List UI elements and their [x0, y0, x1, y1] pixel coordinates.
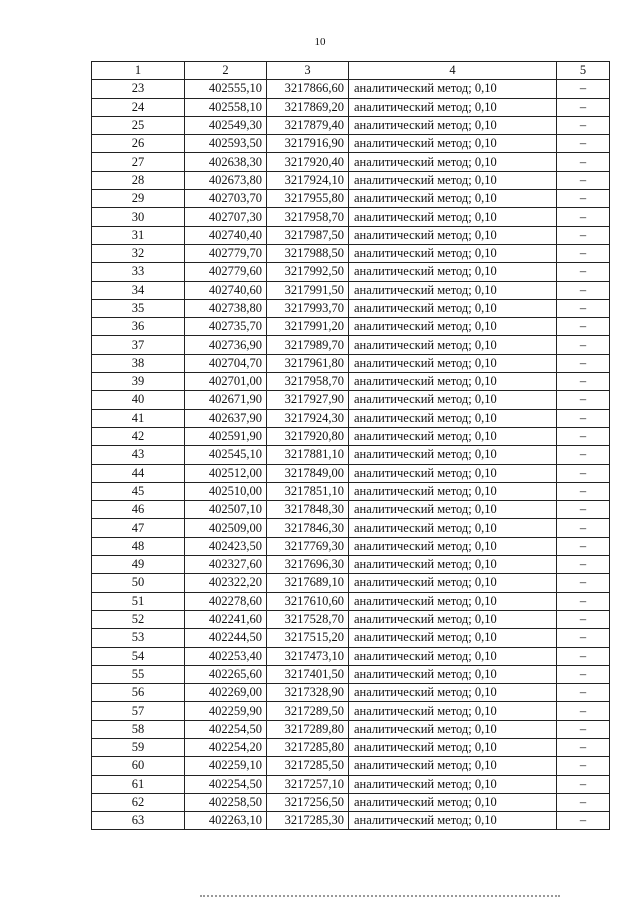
point-number-cell: 50 — [92, 574, 185, 592]
y-coordinate-cell: 3217285,50 — [267, 757, 349, 775]
x-coordinate-cell: 402269,00 — [185, 684, 267, 702]
y-coordinate-cell: 3217881,10 — [267, 446, 349, 464]
method-accuracy-cell: аналитический метод; 0,10 — [349, 299, 557, 317]
table-row — [92, 98, 610, 116]
point-number-cell: 48 — [92, 537, 185, 555]
method-accuracy-cell: аналитический метод; 0,10 — [349, 738, 557, 756]
y-coordinate-cell: 3217401,50 — [267, 665, 349, 683]
x-coordinate-cell: 402558,10 — [185, 98, 267, 116]
x-coordinate-cell: 402740,60 — [185, 281, 267, 299]
point-number-cell: 44 — [92, 464, 185, 482]
note-cell: – — [557, 537, 610, 555]
point-number-cell: 28 — [92, 171, 185, 189]
x-coordinate-cell: 402507,10 — [185, 501, 267, 519]
note-cell: – — [557, 446, 610, 464]
y-coordinate-cell: 3217328,90 — [267, 684, 349, 702]
x-coordinate-cell: 402265,60 — [185, 665, 267, 683]
method-accuracy-cell: аналитический метод; 0,10 — [349, 427, 557, 445]
y-coordinate-cell: 3217473,10 — [267, 647, 349, 665]
x-coordinate-cell: 402593,50 — [185, 135, 267, 153]
y-coordinate-cell: 3217992,50 — [267, 263, 349, 281]
table-row — [92, 647, 610, 665]
x-coordinate-cell: 402704,70 — [185, 354, 267, 372]
method-accuracy-cell: аналитический метод; 0,10 — [349, 647, 557, 665]
note-cell: – — [557, 116, 610, 134]
table-header-row — [92, 62, 610, 80]
y-coordinate-cell: 3217958,70 — [267, 373, 349, 391]
table-row — [92, 556, 610, 574]
point-number-cell: 41 — [92, 409, 185, 427]
table-row — [92, 574, 610, 592]
x-coordinate-cell: 402254,50 — [185, 775, 267, 793]
method-accuracy-cell: аналитический метод; 0,10 — [349, 556, 557, 574]
note-cell: – — [557, 665, 610, 683]
table-row — [92, 318, 610, 336]
point-number-cell: 51 — [92, 592, 185, 610]
y-coordinate-cell: 3217257,10 — [267, 775, 349, 793]
y-coordinate-cell: 3217515,20 — [267, 629, 349, 647]
x-coordinate-cell: 402549,30 — [185, 116, 267, 134]
table-row — [92, 171, 610, 189]
note-cell: – — [557, 263, 610, 281]
table-row — [92, 720, 610, 738]
x-coordinate-cell: 402555,10 — [185, 80, 267, 98]
table-row — [92, 208, 610, 226]
note-cell: – — [557, 629, 610, 647]
x-coordinate-cell: 402671,90 — [185, 391, 267, 409]
point-number-cell: 34 — [92, 281, 185, 299]
point-number-cell: 38 — [92, 354, 185, 372]
method-accuracy-cell: аналитический метод; 0,10 — [349, 793, 557, 811]
method-accuracy-cell: аналитический метод; 0,10 — [349, 446, 557, 464]
x-coordinate-cell: 402278,60 — [185, 592, 267, 610]
method-accuracy-cell: аналитический метод; 0,10 — [349, 98, 557, 116]
table-row — [92, 537, 610, 555]
x-coordinate-cell: 402545,10 — [185, 446, 267, 464]
method-accuracy-cell: аналитический метод; 0,10 — [349, 812, 557, 830]
x-coordinate-cell: 402738,80 — [185, 299, 267, 317]
method-accuracy-cell: аналитический метод; 0,10 — [349, 684, 557, 702]
y-coordinate-cell: 3217851,10 — [267, 482, 349, 500]
note-cell: – — [557, 135, 610, 153]
x-coordinate-cell: 402591,90 — [185, 427, 267, 445]
x-coordinate-cell: 402740,40 — [185, 226, 267, 244]
point-number-cell: 27 — [92, 153, 185, 171]
method-accuracy-cell: аналитический метод; 0,10 — [349, 391, 557, 409]
x-coordinate-cell: 402707,30 — [185, 208, 267, 226]
y-coordinate-cell: 3217846,30 — [267, 519, 349, 537]
x-coordinate-cell: 402510,00 — [185, 482, 267, 500]
y-coordinate-cell: 3217289,80 — [267, 720, 349, 738]
point-number-cell: 25 — [92, 116, 185, 134]
note-cell: – — [557, 501, 610, 519]
point-number-cell: 53 — [92, 629, 185, 647]
y-coordinate-cell: 3217769,30 — [267, 537, 349, 555]
point-number-cell: 43 — [92, 446, 185, 464]
method-accuracy-cell: аналитический метод; 0,10 — [349, 171, 557, 189]
x-coordinate-cell: 402735,70 — [185, 318, 267, 336]
table-body — [92, 80, 610, 830]
method-accuracy-cell: аналитический метод; 0,10 — [349, 720, 557, 738]
x-coordinate-cell: 402254,20 — [185, 738, 267, 756]
point-number-cell: 60 — [92, 757, 185, 775]
x-coordinate-cell: 402259,90 — [185, 702, 267, 720]
x-coordinate-cell: 402253,40 — [185, 647, 267, 665]
point-number-cell: 37 — [92, 336, 185, 354]
method-accuracy-cell: аналитический метод; 0,10 — [349, 135, 557, 153]
table-row — [92, 665, 610, 683]
x-coordinate-cell: 402779,70 — [185, 244, 267, 262]
note-cell: – — [557, 592, 610, 610]
table-row — [92, 427, 610, 445]
y-coordinate-cell: 3217991,20 — [267, 318, 349, 336]
note-cell: – — [557, 610, 610, 628]
point-number-cell: 58 — [92, 720, 185, 738]
note-cell: – — [557, 738, 610, 756]
point-number-cell: 23 — [92, 80, 185, 98]
note-cell: – — [557, 757, 610, 775]
point-number-cell: 61 — [92, 775, 185, 793]
table-row — [92, 757, 610, 775]
y-coordinate-cell: 3217256,50 — [267, 793, 349, 811]
table-row — [92, 226, 610, 244]
table-row — [92, 281, 610, 299]
point-number-cell: 30 — [92, 208, 185, 226]
note-cell: – — [557, 720, 610, 738]
note-cell: – — [557, 574, 610, 592]
point-number-cell: 29 — [92, 190, 185, 208]
point-number-cell: 32 — [92, 244, 185, 262]
method-accuracy-cell: аналитический метод; 0,10 — [349, 208, 557, 226]
y-coordinate-cell: 3217610,60 — [267, 592, 349, 610]
x-coordinate-cell: 402263,10 — [185, 812, 267, 830]
note-cell: – — [557, 684, 610, 702]
x-coordinate-cell: 402241,60 — [185, 610, 267, 628]
note-cell: – — [557, 80, 610, 98]
note-cell: – — [557, 427, 610, 445]
y-coordinate-cell: 3217927,90 — [267, 391, 349, 409]
note-cell: – — [557, 336, 610, 354]
table-row — [92, 738, 610, 756]
point-number-cell: 35 — [92, 299, 185, 317]
note-cell: – — [557, 226, 610, 244]
x-coordinate-cell: 402703,70 — [185, 190, 267, 208]
table-row — [92, 373, 610, 391]
method-accuracy-cell: аналитический метод; 0,10 — [349, 629, 557, 647]
y-coordinate-cell: 3217991,50 — [267, 281, 349, 299]
y-coordinate-cell: 3217916,90 — [267, 135, 349, 153]
method-accuracy-cell: аналитический метод; 0,10 — [349, 226, 557, 244]
method-accuracy-cell: аналитический метод; 0,10 — [349, 574, 557, 592]
point-number-cell: 63 — [92, 812, 185, 830]
table-row — [92, 391, 610, 409]
table-row — [92, 446, 610, 464]
x-coordinate-cell: 402673,80 — [185, 171, 267, 189]
coordinates-table — [91, 61, 610, 830]
method-accuracy-cell: аналитический метод; 0,10 — [349, 244, 557, 262]
table-row — [92, 501, 610, 519]
y-coordinate-cell: 3217289,50 — [267, 702, 349, 720]
x-coordinate-cell: 402779,60 — [185, 263, 267, 281]
note-cell: – — [557, 208, 610, 226]
point-number-cell: 26 — [92, 135, 185, 153]
x-coordinate-cell: 402259,10 — [185, 757, 267, 775]
point-number-cell: 40 — [92, 391, 185, 409]
note-cell: – — [557, 482, 610, 500]
table-row — [92, 793, 610, 811]
point-number-cell: 31 — [92, 226, 185, 244]
x-coordinate-cell: 402322,20 — [185, 574, 267, 592]
note-cell: – — [557, 409, 610, 427]
y-coordinate-cell: 3217920,40 — [267, 153, 349, 171]
note-cell: – — [557, 812, 610, 830]
page-number: 10 — [314, 36, 326, 48]
method-accuracy-cell: аналитический метод; 0,10 — [349, 263, 557, 281]
note-cell: – — [557, 647, 610, 665]
point-number-cell: 46 — [92, 501, 185, 519]
column-header: 4 — [349, 62, 557, 80]
table-row — [92, 354, 610, 372]
note-cell: – — [557, 354, 610, 372]
note-cell: – — [557, 775, 610, 793]
note-cell: – — [557, 98, 610, 116]
y-coordinate-cell: 3217924,30 — [267, 409, 349, 427]
method-accuracy-cell: аналитический метод; 0,10 — [349, 775, 557, 793]
note-cell: – — [557, 464, 610, 482]
table-row — [92, 135, 610, 153]
table-row — [92, 610, 610, 628]
table-row — [92, 299, 610, 317]
method-accuracy-cell: аналитический метод; 0,10 — [349, 757, 557, 775]
method-accuracy-cell: аналитический метод; 0,10 — [349, 336, 557, 354]
table-row — [92, 482, 610, 500]
method-accuracy-cell: аналитический метод; 0,10 — [349, 537, 557, 555]
method-accuracy-cell: аналитический метод; 0,10 — [349, 482, 557, 500]
note-cell: – — [557, 244, 610, 262]
x-coordinate-cell: 402637,90 — [185, 409, 267, 427]
y-coordinate-cell: 3217848,30 — [267, 501, 349, 519]
point-number-cell: 33 — [92, 263, 185, 281]
x-coordinate-cell: 402244,50 — [185, 629, 267, 647]
method-accuracy-cell: аналитический метод; 0,10 — [349, 281, 557, 299]
y-coordinate-cell: 3217958,70 — [267, 208, 349, 226]
column-header: 5 — [557, 62, 610, 80]
note-cell: – — [557, 171, 610, 189]
method-accuracy-cell: аналитический метод; 0,10 — [349, 665, 557, 683]
point-number-cell: 36 — [92, 318, 185, 336]
note-cell: – — [557, 190, 610, 208]
point-number-cell: 54 — [92, 647, 185, 665]
note-cell: – — [557, 281, 610, 299]
point-number-cell: 55 — [92, 665, 185, 683]
table-row — [92, 409, 610, 427]
column-header: 1 — [92, 62, 185, 80]
table-row — [92, 684, 610, 702]
method-accuracy-cell: аналитический метод; 0,10 — [349, 190, 557, 208]
method-accuracy-cell: аналитический метод; 0,10 — [349, 116, 557, 134]
method-accuracy-cell: аналитический метод; 0,10 — [349, 501, 557, 519]
point-number-cell: 57 — [92, 702, 185, 720]
point-number-cell: 42 — [92, 427, 185, 445]
method-accuracy-cell: аналитический метод; 0,10 — [349, 354, 557, 372]
method-accuracy-cell: аналитический метод; 0,10 — [349, 702, 557, 720]
note-cell: – — [557, 373, 610, 391]
y-coordinate-cell: 3217993,70 — [267, 299, 349, 317]
y-coordinate-cell: 3217849,00 — [267, 464, 349, 482]
y-coordinate-cell: 3217987,50 — [267, 226, 349, 244]
x-coordinate-cell: 402254,50 — [185, 720, 267, 738]
point-number-cell: 56 — [92, 684, 185, 702]
y-coordinate-cell: 3217285,80 — [267, 738, 349, 756]
note-cell: – — [557, 793, 610, 811]
point-number-cell: 45 — [92, 482, 185, 500]
point-number-cell: 39 — [92, 373, 185, 391]
y-coordinate-cell: 3217869,20 — [267, 98, 349, 116]
y-coordinate-cell: 3217285,30 — [267, 812, 349, 830]
y-coordinate-cell: 3217528,70 — [267, 610, 349, 628]
y-coordinate-cell: 3217988,50 — [267, 244, 349, 262]
point-number-cell: 47 — [92, 519, 185, 537]
method-accuracy-cell: аналитический метод; 0,10 — [349, 80, 557, 98]
method-accuracy-cell: аналитический метод; 0,10 — [349, 592, 557, 610]
table-row — [92, 629, 610, 647]
scan-artifact-line — [200, 895, 560, 903]
method-accuracy-cell: аналитический метод; 0,10 — [349, 318, 557, 336]
column-header: 3 — [267, 62, 349, 80]
column-header: 2 — [185, 62, 267, 80]
table-row — [92, 464, 610, 482]
method-accuracy-cell: аналитический метод; 0,10 — [349, 464, 557, 482]
table-row — [92, 775, 610, 793]
y-coordinate-cell: 3217989,70 — [267, 336, 349, 354]
x-coordinate-cell: 402327,60 — [185, 556, 267, 574]
x-coordinate-cell: 402423,50 — [185, 537, 267, 555]
table-row — [92, 592, 610, 610]
point-number-cell: 52 — [92, 610, 185, 628]
point-number-cell: 62 — [92, 793, 185, 811]
note-cell: – — [557, 391, 610, 409]
note-cell: – — [557, 556, 610, 574]
x-coordinate-cell: 402736,90 — [185, 336, 267, 354]
point-number-cell: 24 — [92, 98, 185, 116]
method-accuracy-cell: аналитический метод; 0,10 — [349, 610, 557, 628]
x-coordinate-cell: 402701,00 — [185, 373, 267, 391]
table-row — [92, 336, 610, 354]
y-coordinate-cell: 3217920,80 — [267, 427, 349, 445]
point-number-cell: 59 — [92, 738, 185, 756]
note-cell: – — [557, 299, 610, 317]
note-cell: – — [557, 702, 610, 720]
method-accuracy-cell: аналитический метод; 0,10 — [349, 373, 557, 391]
y-coordinate-cell: 3217879,40 — [267, 116, 349, 134]
x-coordinate-cell: 402512,00 — [185, 464, 267, 482]
note-cell: – — [557, 318, 610, 336]
point-number-cell: 49 — [92, 556, 185, 574]
method-accuracy-cell: аналитический метод; 0,10 — [349, 409, 557, 427]
table-row — [92, 812, 610, 830]
table-row — [92, 190, 610, 208]
table-row — [92, 702, 610, 720]
table-row — [92, 80, 610, 98]
table-row — [92, 244, 610, 262]
x-coordinate-cell: 402638,30 — [185, 153, 267, 171]
y-coordinate-cell: 3217955,80 — [267, 190, 349, 208]
x-coordinate-cell: 402509,00 — [185, 519, 267, 537]
method-accuracy-cell: аналитический метод; 0,10 — [349, 153, 557, 171]
table-row — [92, 116, 610, 134]
y-coordinate-cell: 3217696,30 — [267, 556, 349, 574]
y-coordinate-cell: 3217689,10 — [267, 574, 349, 592]
method-accuracy-cell: аналитический метод; 0,10 — [349, 519, 557, 537]
table-row — [92, 153, 610, 171]
y-coordinate-cell: 3217924,10 — [267, 171, 349, 189]
y-coordinate-cell: 3217866,60 — [267, 80, 349, 98]
note-cell: – — [557, 519, 610, 537]
x-coordinate-cell: 402258,50 — [185, 793, 267, 811]
note-cell: – — [557, 153, 610, 171]
y-coordinate-cell: 3217961,80 — [267, 354, 349, 372]
table-row — [92, 263, 610, 281]
table-row — [92, 519, 610, 537]
